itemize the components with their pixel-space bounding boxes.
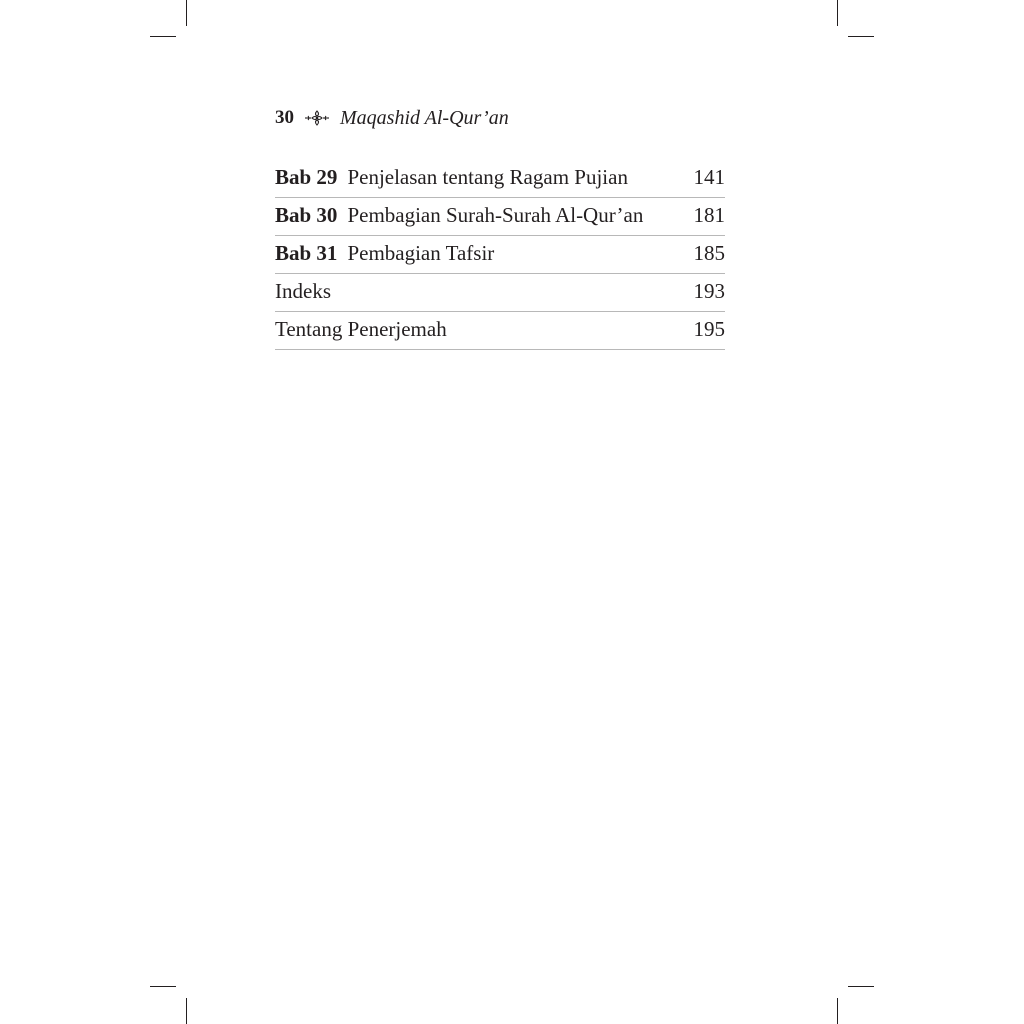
table-of-contents <box>275 160 725 350</box>
crop-mark-bottom-right-vertical <box>837 998 838 1024</box>
toc-entry-title: Pembagian Surah-Surah Al-Qur’an <box>347 203 644 227</box>
toc-entry-title: Penjelasan tentang Ragam Pujian <box>347 165 628 189</box>
crop-mark-top-left-horizontal <box>150 36 176 37</box>
toc-page-number: 141 <box>693 165 725 189</box>
toc-entry-bab-31 <box>275 236 725 274</box>
crop-mark-bottom-left-horizontal <box>150 986 176 987</box>
toc-entry-title: Tentang Penerjemah <box>275 317 447 341</box>
crop-mark-bottom-left-vertical <box>186 998 187 1024</box>
toc-entry-bab-29 <box>275 160 725 198</box>
book-title: Maqashid Al-Qur’an <box>340 106 509 129</box>
page-number: 30 <box>275 107 294 128</box>
running-head <box>275 104 509 132</box>
toc-entry-title: Indeks <box>275 279 331 303</box>
toc-page-number: 181 <box>693 203 725 227</box>
crop-mark-bottom-right-horizontal <box>848 986 874 987</box>
toc-entry-tentang-penerjemah <box>275 312 725 350</box>
toc-page-number: 185 <box>693 241 725 265</box>
crop-mark-top-right-horizontal <box>848 36 874 37</box>
toc-entry-indeks <box>275 274 725 312</box>
crop-mark-top-right-vertical <box>837 0 838 26</box>
toc-page-number: 193 <box>693 279 725 303</box>
toc-page-number: 195 <box>693 317 725 341</box>
floral-ornament-icon <box>304 108 330 128</box>
toc-chapter-number: Bab 31 <box>275 241 338 265</box>
toc-entry-title: Pembagian Tafsir <box>347 241 495 265</box>
toc-chapter-number: Bab 29 <box>275 165 338 189</box>
toc-entry-bab-30 <box>275 198 725 236</box>
toc-chapter-number: Bab 30 <box>275 203 338 227</box>
crop-mark-top-left-vertical <box>186 0 187 26</box>
